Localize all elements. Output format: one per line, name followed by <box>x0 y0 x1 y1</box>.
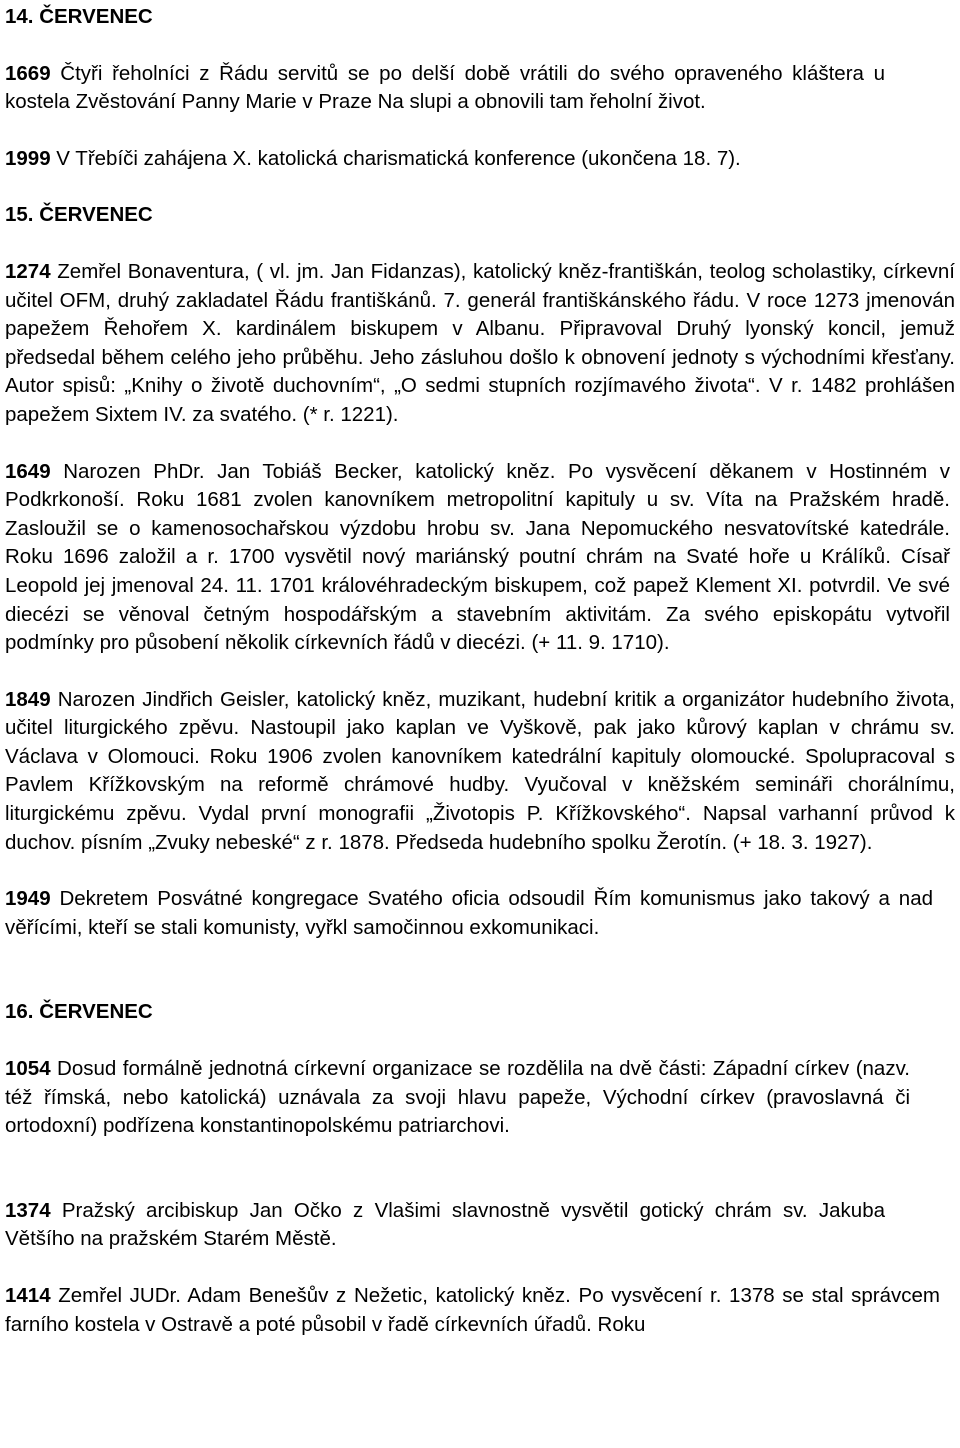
entry-text: Zemřel Bonaventura, ( vl. jm. Jan Fidanzas), katolický kněz-františkán, teolog scholastiky, církevní učitel OFM, druhý zakladatel Řádu františkánů. 7. generál františkánského řádu. V roce 1273 jmenován papežem Řehořem X. kardinálem biskupem v Albanu. Připravoval Druhý lyonský koncil, jemuž předsedal během celého jeho průběhu. Jeho zásluhou došlo k obnovení jednoty s východními křesťany. Autor spisů: „Knihy o životě duchovním“, „O sedmi stupních rozjímavého života“. V r. 1482 prohlášen papežem Sixtem IV. za svatého. (* r. 1221). <box>5 259 955 426</box>
entry-year: 1669 <box>5 61 51 85</box>
entry-1669 <box>5 60 885 117</box>
entry-text: Čtyři řeholníci z Řádu servitů se po delší době vrátili do svého opraveného kláštera u kostela Zvěstování Panny Marie v Praze Na slupi a obnovili tam řeholní život. <box>5 61 885 114</box>
entry-text: Zemřel JUDr. Adam Benešův z Nežetic, katolický kněz. Po vysvěcení r. 1378 se stal správcem farního kostela v Ostravě a poté působil v řadě církevních úřadů. Roku <box>5 1284 940 1336</box>
entry-year: 1274 <box>5 259 51 283</box>
entry-1849 <box>5 686 955 858</box>
entry-text: Dekretem Posvátné kongregace Svatého oficia odsoudil Řím komunismus jako takový a nad věřícími, kteří se stali komunisty, vyřkl samočinnou exkomunikaci. <box>5 887 933 939</box>
document-page <box>5 3 957 1339</box>
entry-1414 <box>5 1282 940 1339</box>
entry-year: 1374 <box>5 1198 51 1222</box>
day-heading: 16. ČERVENEC <box>5 1000 153 1024</box>
day-heading: 15. ČERVENEC <box>5 203 153 227</box>
entry-1274 <box>5 258 955 430</box>
entry-text: Narozen PhDr. Jan Tobiáš Becker, katolický kněz. Po vysvěcení děkanem v Hostinném v Podkrkonoší. Roku 1681 zvolen kanovníkem metropolitní kapituly u sv. Víta na Pražském hradě. Zasloužil se o kamenosochařskou výzdobu hrobu sv. Jana Nepomuckého nesvatovítské katedrále. Roku 1696 založil a r. 1700 vysvětil nový mariánský poutní chrám na Svaté hoře u Králíků. Císař Leopold jej jmenoval 24. 11. 1701 královéhradeckým biskupem, což papež Klement XI. potvrdil. Ve své diecézi se věnoval četným hospodářským a stavebním aktivitám. Za svého episkopátu vytvořil podmínky pro působení několik církevních řádů v diecézi. (+ 11. 9. 1710). <box>5 459 950 655</box>
entry-1054 <box>5 1055 910 1141</box>
entry-text: Pražský arcibiskup Jan Očko z Vlašimi slavnostně vysvětil gotický chrám sv. Jakuba Většího na pražském Starém Městě. <box>5 1198 885 1251</box>
entry-year: 1999 <box>5 146 51 170</box>
entry-1649 <box>5 458 950 658</box>
entry-1999 <box>5 145 957 174</box>
entry-year: 1054 <box>5 1057 51 1081</box>
entry-year: 1649 <box>5 459 51 483</box>
entry-text: V Třebíči zahájena X. katolická charismatická konference (ukončena 18. 7). <box>50 146 741 170</box>
entry-year: 1414 <box>5 1284 51 1307</box>
day-heading: 14. ČERVENEC <box>5 5 153 28</box>
entry-1949 <box>5 885 933 942</box>
entry-text: Narozen Jindřich Geisler, katolický kněz, muzikant, hudební kritik a organizátor hudebního života, učitel liturgického zpěvu. Nastoupil jako kaplan ve Vyškově, pak jako kůrový kaplan v chrámu sv. Václava v Olomouci. Roku 1906 zvolen kanovníkem katedrální kapituly olomoucké. Spolupracoval s Pavlem Křížkovským na reformě chrámové hudby. Vyučoval v kněžském semináři chorálnímu, liturgickému zpěvu. Vydal první monografii „Životopis P. Křížkovského“. Napsal varhanní průvod k duchov. písním „Zvuky nebeské“ z r. 1878. Předseda hudebního spolku Žerotín. (+ 18. 3. 1927). <box>5 687 955 854</box>
entry-year: 1849 <box>5 687 51 711</box>
entry-year: 1949 <box>5 887 51 911</box>
entry-text: Dosud formálně jednotná církevní organizace se rozdělila na dvě části: Západní církev (nazv. též římská, nebo katolická) uznávala za svoji hlavu papeže, Východní církev (pravoslavná či ortodoxní) podřízena konstantinopolskému patriarchovi. <box>5 1057 910 1138</box>
entry-1374 <box>5 1197 885 1254</box>
